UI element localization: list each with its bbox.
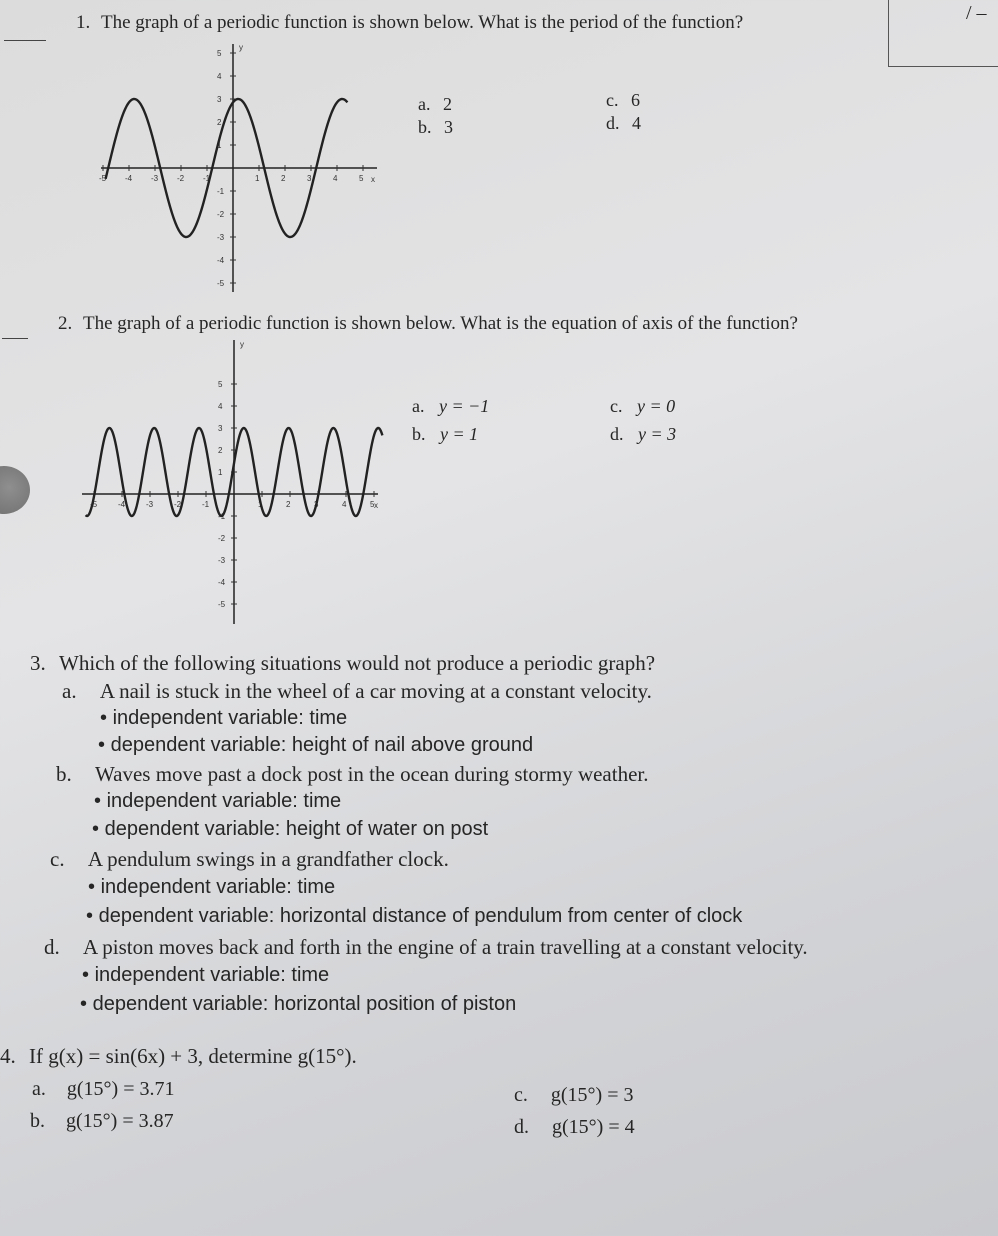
q2-option-c-text: y = 0 bbox=[637, 396, 676, 416]
bullet-icon: • bbox=[80, 993, 88, 1015]
q2-option-b-letter: b. bbox=[412, 424, 426, 444]
q3-a-bullet-2 bbox=[98, 734, 533, 757]
q3-option-b-letter: b. bbox=[56, 762, 72, 786]
q3-d-bullet-2-text: dependent variable: horizontal position of piston bbox=[92, 993, 517, 1015]
y-tick-label: 2 bbox=[218, 446, 223, 455]
q2-option-d-letter: d. bbox=[610, 424, 624, 444]
q1-option-b-text: 3 bbox=[444, 117, 453, 137]
q1-option-d-letter: d. bbox=[606, 113, 620, 133]
q3-c-bullet-1-text: independent variable: time bbox=[100, 876, 336, 898]
q1-option-c-text: 6 bbox=[631, 90, 640, 110]
answer-box-mark: / – bbox=[966, 2, 987, 24]
bullet-icon: • bbox=[86, 905, 94, 927]
y-tick-label: -3 bbox=[217, 233, 225, 242]
q1-prompt-line bbox=[76, 12, 743, 34]
q3-d-bullet-1 bbox=[82, 964, 329, 987]
q4-option-a-text: g(15°) = 3.71 bbox=[66, 1078, 175, 1100]
x-tick-label: 4 bbox=[333, 174, 338, 183]
y-tick-label: -4 bbox=[217, 256, 225, 265]
q3-b-bullet-1-text: independent variable: time bbox=[106, 790, 342, 812]
q3-a-bullet-1 bbox=[100, 707, 347, 730]
q3-a-bullet-2-text: dependent variable: height of nail above ground bbox=[110, 734, 534, 756]
x-tick-label: -4 bbox=[125, 174, 133, 183]
y-tick-label: -1 bbox=[217, 187, 225, 196]
q3-option-c-text: A pendulum swings in a grandfather clock. bbox=[87, 847, 449, 871]
q3-b-bullet-2 bbox=[92, 818, 488, 841]
q2-option-c[interactable] bbox=[610, 396, 675, 417]
q3-a-bullet-1-text: independent variable: time bbox=[112, 707, 348, 729]
y-tick-label: 5 bbox=[217, 49, 222, 58]
q2-y-label: y bbox=[240, 340, 244, 349]
q2-option-a-letter: a. bbox=[412, 396, 425, 416]
q4-option-c[interactable] bbox=[514, 1084, 634, 1107]
q3-option-c[interactable] bbox=[50, 847, 449, 872]
bullet-icon: • bbox=[98, 734, 106, 756]
y-tick-label: -3 bbox=[218, 556, 226, 565]
q1-option-b[interactable] bbox=[418, 117, 453, 138]
y-tick-label: -5 bbox=[217, 279, 225, 288]
x-tick-label: -3 bbox=[146, 500, 154, 509]
bullet-icon: • bbox=[100, 707, 108, 729]
x-tick-label: -5 bbox=[99, 174, 107, 183]
x-tick-label: -2 bbox=[174, 500, 182, 509]
q4-option-b-text: g(15°) = 3.87 bbox=[66, 1110, 174, 1132]
q3-c-bullet-1 bbox=[88, 876, 335, 899]
q3-option-a[interactable] bbox=[62, 679, 652, 704]
q3-number: 3. bbox=[30, 651, 46, 675]
q3-option-d-text: A piston moves back and forth in the engine of a train travelling at a constant velocity. bbox=[83, 935, 808, 959]
y-tick-label: -4 bbox=[218, 578, 226, 587]
bullet-icon: • bbox=[92, 818, 100, 840]
q2-option-a[interactable] bbox=[412, 396, 489, 417]
q2-x-label: x bbox=[374, 501, 378, 510]
q4-option-b[interactable] bbox=[30, 1110, 174, 1133]
q3-b-bullet-2-text: dependent variable: height of water on post bbox=[104, 818, 489, 840]
y-tick-label: -2 bbox=[218, 534, 226, 543]
q2-option-a-text: y = −1 bbox=[439, 396, 490, 416]
y-tick-label: 2 bbox=[217, 118, 222, 127]
q3-option-a-text: A nail is stuck in the wheel of a car moving at a constant velocity. bbox=[99, 679, 652, 703]
q3-c-bullet-2-text: dependent variable: horizontal distance of pendulum from center of clock bbox=[98, 905, 743, 927]
q4-option-c-text: g(15°) = 3 bbox=[550, 1084, 634, 1106]
q3-d-bullet-2 bbox=[80, 993, 516, 1016]
q4-prompt-line bbox=[0, 1044, 357, 1069]
y-tick-label: -1 bbox=[218, 512, 226, 521]
y-tick-label: -2 bbox=[217, 210, 225, 219]
x-tick-label: 2 bbox=[286, 500, 291, 509]
q4-number: 4. bbox=[0, 1044, 16, 1068]
q3-prompt-line bbox=[30, 651, 655, 676]
q1-option-d[interactable] bbox=[606, 113, 641, 134]
x-tick-label: -5 bbox=[90, 500, 98, 509]
y-tick-label: 5 bbox=[218, 380, 223, 389]
q4-option-b-letter: b. bbox=[30, 1110, 45, 1132]
q1-number: 1. bbox=[76, 12, 91, 33]
x-tick-label: 1 bbox=[258, 500, 263, 509]
q3-d-bullet-1-text: independent variable: time bbox=[94, 964, 330, 986]
x-tick-label: 5 bbox=[370, 500, 375, 509]
bullet-icon: • bbox=[94, 790, 102, 812]
q4-option-a[interactable] bbox=[32, 1078, 175, 1101]
q1-option-b-letter: b. bbox=[418, 117, 432, 137]
y-tick-label: 3 bbox=[217, 95, 222, 104]
x-tick-label: -4 bbox=[118, 500, 126, 509]
q4-option-c-letter: c. bbox=[514, 1084, 528, 1106]
q2-answer-blank[interactable] bbox=[2, 338, 28, 339]
q3-option-b-text: Waves move past a dock post in the ocean during stormy weather. bbox=[95, 762, 649, 786]
q2-option-d-text: y = 3 bbox=[638, 424, 677, 444]
q4-option-d-text: g(15°) = 4 bbox=[552, 1116, 635, 1138]
x-tick-label: 5 bbox=[359, 174, 364, 183]
q2-option-c-letter: c. bbox=[610, 396, 623, 416]
x-tick-label: 3 bbox=[314, 500, 319, 509]
q3-option-c-letter: c. bbox=[50, 847, 65, 871]
q3-prompt: Which of the following situations would not produce a periodic graph? bbox=[59, 651, 656, 675]
q1-graph bbox=[95, 40, 385, 300]
q3-option-d[interactable] bbox=[44, 935, 808, 960]
y-tick-label: 4 bbox=[217, 72, 222, 81]
q2-number: 2. bbox=[58, 313, 73, 334]
q1-option-a-text: 2 bbox=[443, 94, 452, 114]
y-tick-label: 1 bbox=[217, 141, 222, 150]
q1-option-d-text: 4 bbox=[632, 113, 641, 133]
y-tick-label: 1 bbox=[218, 468, 223, 477]
x-tick-label: 3 bbox=[307, 174, 312, 183]
x-tick-label: 4 bbox=[342, 500, 347, 509]
x-tick-label: -3 bbox=[151, 174, 159, 183]
q3-option-a-letter: a. bbox=[62, 679, 77, 703]
q1-option-a-letter: a. bbox=[418, 94, 431, 114]
q2-graph bbox=[78, 338, 388, 630]
q3-option-d-letter: d. bbox=[44, 935, 60, 959]
q1-option-c[interactable] bbox=[606, 90, 640, 111]
bullet-icon: • bbox=[82, 964, 90, 986]
q1-x-label: x bbox=[371, 175, 375, 184]
q4-prompt: If g(x) = sin(6x) + 3, determine g(15°). bbox=[29, 1044, 357, 1068]
x-tick-label: -2 bbox=[177, 174, 185, 183]
q4-option-d[interactable] bbox=[514, 1116, 635, 1139]
x-tick-label: 1 bbox=[255, 174, 260, 183]
q2-option-b[interactable] bbox=[412, 424, 478, 445]
y-tick-label: 3 bbox=[218, 424, 223, 433]
q2-prompt: The graph of a periodic function is shown below. What is the equation of axis of the function? bbox=[83, 313, 798, 334]
q1-prompt: The graph of a periodic function is shown below. What is the period of the function? bbox=[101, 12, 744, 33]
q1-answer-blank[interactable] bbox=[4, 40, 46, 41]
q2-option-b-text: y = 1 bbox=[440, 424, 479, 444]
q2-prompt-line bbox=[58, 313, 798, 335]
x-tick-label: 2 bbox=[281, 174, 286, 183]
x-tick-label: -1 bbox=[203, 174, 211, 183]
x-tick-label: -1 bbox=[202, 500, 210, 509]
q1-option-c-letter: c. bbox=[606, 90, 619, 110]
y-tick-label: 4 bbox=[218, 402, 223, 411]
y-tick-label: -5 bbox=[218, 600, 226, 609]
q3-c-bullet-2 bbox=[86, 905, 742, 928]
q3-b-bullet-1 bbox=[94, 790, 341, 813]
binder-hole bbox=[0, 466, 30, 514]
q1-option-a[interactable] bbox=[418, 94, 452, 115]
q4-option-a-letter: a. bbox=[32, 1078, 46, 1100]
q4-option-d-letter: d. bbox=[514, 1116, 529, 1138]
q2-option-d[interactable] bbox=[610, 424, 676, 445]
q1-y-label: y bbox=[239, 43, 243, 52]
bullet-icon: • bbox=[88, 876, 96, 898]
q3-option-b[interactable] bbox=[56, 762, 649, 787]
